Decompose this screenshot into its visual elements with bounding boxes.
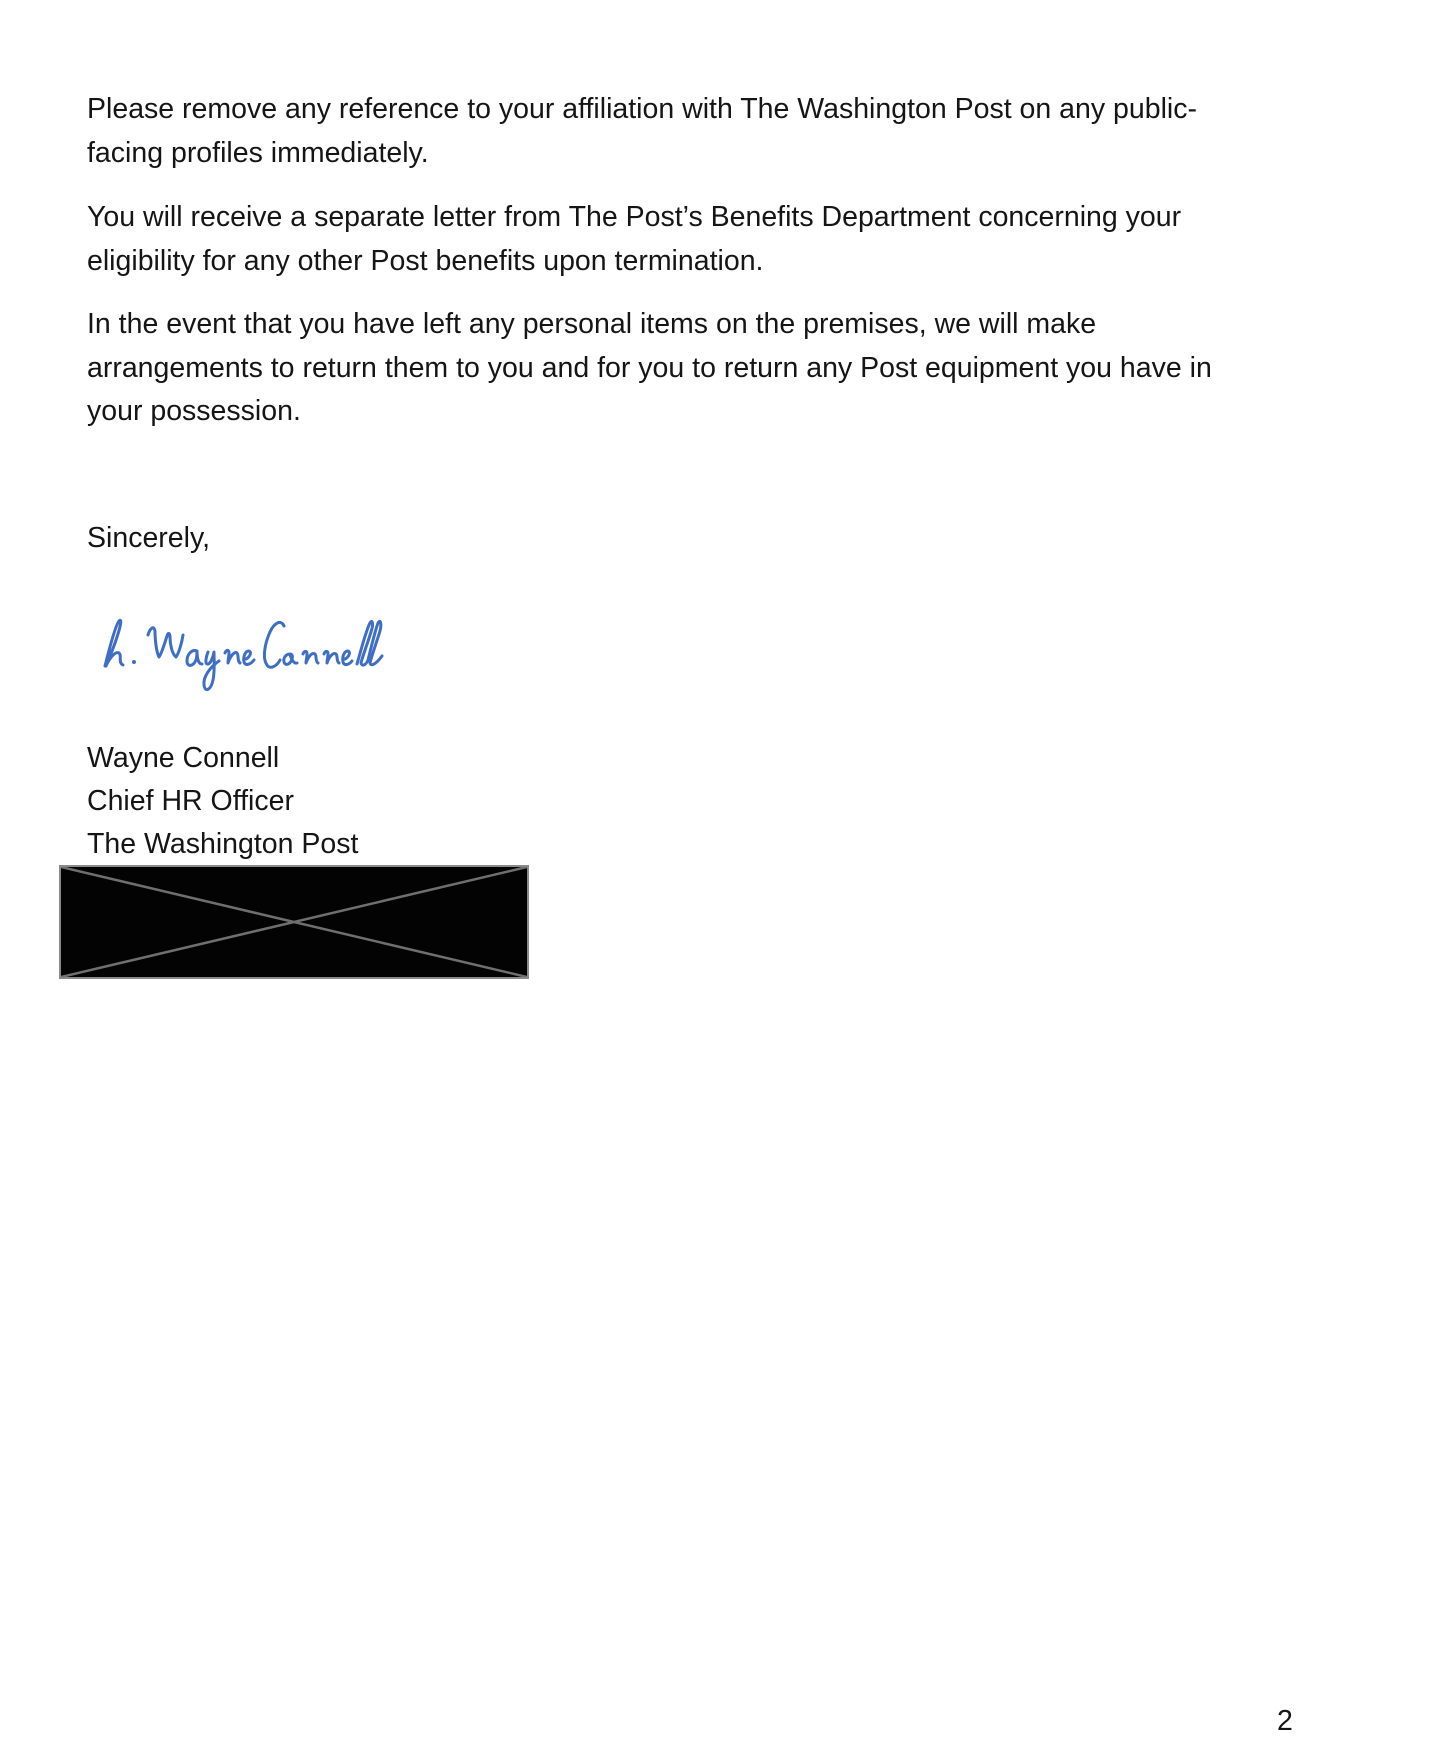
body-paragraph [87, 88, 1197, 175]
paragraph-line: eligibility for any other Post benefits upon termination. [87, 244, 764, 277]
missing-image-placeholder [59, 865, 529, 979]
paragraph-line: arrangements to return them to you and for you to return any Post equipment you have in [87, 351, 1212, 384]
page-number: 2 [1277, 1705, 1293, 1737]
signatory-title: Chief HR Officer [87, 785, 294, 817]
body-paragraph [87, 303, 1212, 434]
paragraph-line: your possession. [87, 395, 301, 427]
signatory-name: Wayne Connell [87, 742, 280, 774]
body-paragraph [87, 196, 1181, 283]
handwritten-signature [98, 610, 388, 698]
paragraph-line: Please remove any reference to your affiliation with The Washington Post on any public- [87, 93, 1197, 125]
paragraph-line: In the event that you have left any personal items on the premises, we will make [87, 308, 1097, 340]
paragraph-line: You will receive a separate letter from The Post’s Benefits Department concerning your [87, 201, 1182, 233]
closing-salutation: Sincerely, [87, 522, 211, 554]
paragraph-line: facing profiles immediately. [87, 136, 429, 169]
signature-block [87, 737, 358, 866]
placeholder-x-icon [61, 867, 527, 977]
signatory-company: The Washington Post [87, 828, 359, 860]
